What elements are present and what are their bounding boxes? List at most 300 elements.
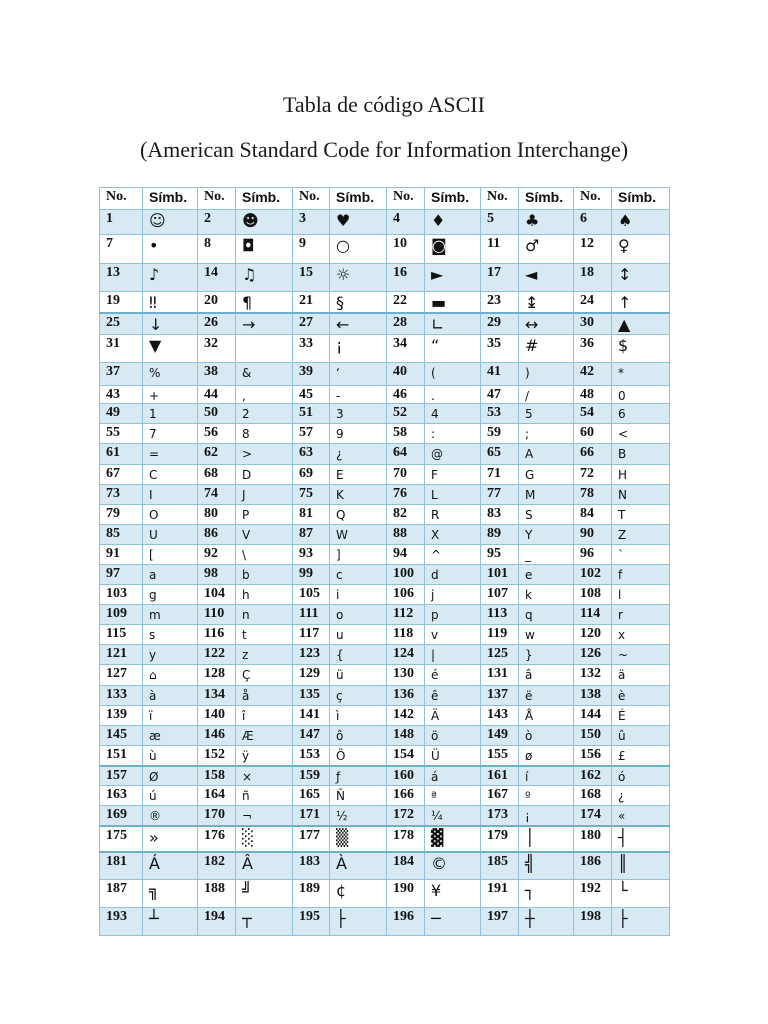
code-number: 88	[387, 525, 425, 545]
code-number: 113	[481, 605, 519, 625]
code-symbol: Â	[236, 852, 293, 880]
code-number: 23	[481, 292, 519, 314]
code-number: 121	[100, 645, 143, 665]
code-number: 173	[481, 806, 519, 826]
code-symbol: ∟	[425, 313, 481, 335]
table-row	[100, 313, 670, 335]
code-number: 43	[100, 386, 143, 404]
code-number: 185	[481, 852, 519, 880]
code-number: 98	[198, 565, 236, 585]
code-symbol: ò	[519, 726, 574, 746]
code-symbol: ├	[330, 908, 387, 936]
code-number: 161	[481, 766, 519, 786]
code-number: 94	[387, 545, 425, 565]
code-symbol: ♂	[519, 235, 574, 264]
code-number: 13	[100, 264, 143, 292]
code-number: 184	[387, 852, 425, 880]
code-number: 31	[100, 335, 143, 363]
code-number: 186	[574, 852, 612, 880]
code-number: 179	[481, 826, 519, 852]
code-number: 21	[293, 292, 330, 314]
code-number: 175	[100, 826, 143, 852]
code-symbol: 1	[143, 404, 198, 424]
code-number: 183	[293, 852, 330, 880]
code-number: 141	[293, 706, 330, 726]
code-number: 109	[100, 605, 143, 625]
code-symbol: z	[236, 645, 293, 665]
code-symbol: S	[519, 505, 574, 525]
code-symbol: /	[519, 386, 574, 404]
code-number: 112	[387, 605, 425, 625]
code-symbol: g	[143, 585, 198, 605]
code-number: 89	[481, 525, 519, 545]
code-number: 151	[100, 746, 143, 766]
code-symbol: á	[425, 766, 481, 786]
code-number: 41	[481, 363, 519, 386]
code-symbol: f	[612, 565, 670, 585]
code-symbol: ○	[330, 235, 387, 264]
code-symbol: C	[143, 465, 198, 485]
code-symbol: {	[330, 645, 387, 665]
code-number: 181	[100, 852, 143, 880]
code-number: 169	[100, 806, 143, 826]
code-number: 106	[387, 585, 425, 605]
code-symbol: `	[612, 545, 670, 565]
code-symbol: º	[519, 786, 574, 806]
code-symbol: <	[612, 424, 670, 444]
code-number: 47	[481, 386, 519, 404]
code-symbol: A	[519, 444, 574, 465]
code-number: 162	[574, 766, 612, 786]
code-number: 49	[100, 404, 143, 424]
code-symbol: ç	[330, 686, 387, 706]
table-row	[100, 505, 670, 525]
code-symbol: k	[519, 585, 574, 605]
code-number: 93	[293, 545, 330, 565]
code-symbol: ¿	[330, 444, 387, 465]
code-number: 40	[387, 363, 425, 386]
code-symbol: ◄	[519, 264, 574, 292]
code-number: 177	[293, 826, 330, 852]
code-number: 10	[387, 235, 425, 264]
code-symbol: %	[143, 363, 198, 386]
code-symbol: «	[612, 806, 670, 826]
header-no: No.	[387, 188, 425, 210]
code-symbol: R	[425, 505, 481, 525]
code-symbol: Ø	[143, 766, 198, 786]
code-symbol: ×	[236, 766, 293, 786]
code-symbol: 5	[519, 404, 574, 424]
code-number: 24	[574, 292, 612, 314]
code-number: 133	[100, 686, 143, 706]
code-symbol: 6	[612, 404, 670, 424]
code-symbol: ☺	[143, 210, 198, 235]
code-symbol: 7	[143, 424, 198, 444]
code-number: 105	[293, 585, 330, 605]
code-symbol: ~	[612, 645, 670, 665]
code-symbol: é	[425, 665, 481, 686]
code-number: 76	[387, 485, 425, 505]
code-symbol: ü	[330, 665, 387, 686]
code-number: 59	[481, 424, 519, 444]
code-symbol: ú	[143, 786, 198, 806]
code-number: 18	[574, 264, 612, 292]
code-number: 138	[574, 686, 612, 706]
code-symbol: ù	[143, 746, 198, 766]
code-number: 146	[198, 726, 236, 746]
code-symbol: ♣	[519, 210, 574, 235]
code-symbol: ^	[425, 545, 481, 565]
table-row	[100, 444, 670, 465]
code-symbol: ♥	[330, 210, 387, 235]
code-number: 20	[198, 292, 236, 314]
code-symbol: |	[425, 645, 481, 665]
code-number: 67	[100, 465, 143, 485]
code-number: 65	[481, 444, 519, 465]
code-symbol: l	[612, 585, 670, 605]
code-symbol: ↑	[612, 292, 670, 314]
code-symbol: ↓	[143, 313, 198, 335]
code-symbol: ø	[519, 746, 574, 766]
code-number: 187	[100, 880, 143, 908]
table-row	[100, 235, 670, 264]
code-symbol: ¡	[330, 335, 387, 363]
code-number: 196	[387, 908, 425, 936]
code-number: 156	[574, 746, 612, 766]
code-number: 9	[293, 235, 330, 264]
code-symbol: “	[425, 335, 481, 363]
code-number: 197	[481, 908, 519, 936]
code-symbol: ║	[612, 852, 670, 880]
code-symbol: »	[143, 826, 198, 852]
code-number: 139	[100, 706, 143, 726]
table-row	[100, 210, 670, 235]
code-symbol: J	[236, 485, 293, 505]
header-symbol: Símb.	[143, 188, 198, 210]
code-symbol: ©	[425, 852, 481, 880]
code-symbol: ¡	[519, 806, 574, 826]
code-number: 166	[387, 786, 425, 806]
table-row	[100, 424, 670, 444]
code-symbol: e	[519, 565, 574, 585]
code-number: 160	[387, 766, 425, 786]
code-symbol	[236, 335, 293, 363]
code-number: 143	[481, 706, 519, 726]
code-number: 90	[574, 525, 612, 545]
code-number: 95	[481, 545, 519, 565]
code-number: 70	[387, 465, 425, 485]
code-number: 35	[481, 335, 519, 363]
code-number: 28	[387, 313, 425, 335]
code-number: 176	[198, 826, 236, 852]
code-number: 81	[293, 505, 330, 525]
code-symbol: c	[330, 565, 387, 585]
code-symbol: ╣	[519, 852, 574, 880]
code-symbol: Å	[519, 706, 574, 726]
code-number: 158	[198, 766, 236, 786]
code-number: 116	[198, 625, 236, 645]
code-symbol: ì	[330, 706, 387, 726]
code-number: 132	[574, 665, 612, 686]
code-number: 78	[574, 485, 612, 505]
code-symbol: ▲	[612, 313, 670, 335]
code-symbol: É	[612, 706, 670, 726]
table-row	[100, 880, 670, 908]
code-symbol: ╗	[143, 880, 198, 908]
code-number: 131	[481, 665, 519, 686]
code-number: 64	[387, 444, 425, 465]
code-number: 192	[574, 880, 612, 908]
code-symbol: ‼	[143, 292, 198, 314]
code-symbol: ┴	[143, 908, 198, 936]
code-number: 188	[198, 880, 236, 908]
code-symbol: u	[330, 625, 387, 645]
table-row	[100, 806, 670, 826]
table-row	[100, 386, 670, 404]
table-row	[100, 826, 670, 852]
code-symbol: 2	[236, 404, 293, 424]
code-symbol: 8	[236, 424, 293, 444]
code-number: 157	[100, 766, 143, 786]
code-symbol: o	[330, 605, 387, 625]
code-number: 80	[198, 505, 236, 525]
code-number: 155	[481, 746, 519, 766]
code-number: 25	[100, 313, 143, 335]
code-symbol: O	[143, 505, 198, 525]
code-symbol: E	[330, 465, 387, 485]
header-symbol: Símb.	[425, 188, 481, 210]
code-number: 15	[293, 264, 330, 292]
code-symbol: â	[519, 665, 574, 686]
code-number: 144	[574, 706, 612, 726]
code-number: 167	[481, 786, 519, 806]
code-symbol: +	[143, 386, 198, 404]
code-symbol: Æ	[236, 726, 293, 746]
code-number: 66	[574, 444, 612, 465]
header-symbol: Símb.	[519, 188, 574, 210]
code-symbol: ï	[143, 706, 198, 726]
code-number: 44	[198, 386, 236, 404]
table-row	[100, 264, 670, 292]
code-symbol: Ö	[330, 746, 387, 766]
code-number: 55	[100, 424, 143, 444]
code-symbol: P	[236, 505, 293, 525]
code-number: 26	[198, 313, 236, 335]
code-symbol: ÿ	[236, 746, 293, 766]
code-number: 107	[481, 585, 519, 605]
code-symbol: ┤	[612, 826, 670, 852]
code-number: 136	[387, 686, 425, 706]
code-symbol: G	[519, 465, 574, 485]
code-symbol: ¿	[612, 786, 670, 806]
code-number: 38	[198, 363, 236, 386]
code-symbol: ô	[330, 726, 387, 746]
code-number: 130	[387, 665, 425, 686]
code-number: 50	[198, 404, 236, 424]
code-number: 152	[198, 746, 236, 766]
code-number: 102	[574, 565, 612, 585]
code-symbol: ☼	[330, 264, 387, 292]
code-symbol: b	[236, 565, 293, 585]
code-number: 170	[198, 806, 236, 826]
code-symbol: ¬	[236, 806, 293, 826]
code-number: 189	[293, 880, 330, 908]
code-number: 86	[198, 525, 236, 545]
code-number: 100	[387, 565, 425, 585]
code-symbol: ñ	[236, 786, 293, 806]
code-symbol: p	[425, 605, 481, 625]
code-number: 56	[198, 424, 236, 444]
code-number: 101	[481, 565, 519, 585]
code-number: 74	[198, 485, 236, 505]
code-number: 34	[387, 335, 425, 363]
code-symbol: ê	[425, 686, 481, 706]
code-symbol: -	[330, 386, 387, 404]
code-number: 29	[481, 313, 519, 335]
code-number: 108	[574, 585, 612, 605]
code-number: 193	[100, 908, 143, 936]
code-number: 17	[481, 264, 519, 292]
code-number: 30	[574, 313, 612, 335]
header-no: No.	[100, 188, 143, 210]
code-symbol: í	[519, 766, 574, 786]
code-symbol: _	[519, 545, 574, 565]
code-symbol: æ	[143, 726, 198, 746]
code-number: 171	[293, 806, 330, 826]
table-row	[100, 746, 670, 766]
code-number: 134	[198, 686, 236, 706]
code-symbol: F	[425, 465, 481, 485]
code-symbol: ¼	[425, 806, 481, 826]
code-symbol: ¶	[236, 292, 293, 314]
table-row	[100, 585, 670, 605]
code-number: 127	[100, 665, 143, 686]
code-symbol: V	[236, 525, 293, 545]
code-symbol: Ä	[425, 706, 481, 726]
code-symbol: ♪	[143, 264, 198, 292]
code-number: 147	[293, 726, 330, 746]
code-number: 123	[293, 645, 330, 665]
code-number: 22	[387, 292, 425, 314]
code-symbol: W	[330, 525, 387, 545]
code-symbol: ♫	[236, 264, 293, 292]
code-number: 154	[387, 746, 425, 766]
code-symbol: X	[425, 525, 481, 545]
code-symbol: Ç	[236, 665, 293, 686]
code-symbol: ♦	[425, 210, 481, 235]
header-row	[100, 188, 670, 210]
code-number: 129	[293, 665, 330, 686]
code-symbol: ↨	[519, 292, 574, 314]
table-row	[100, 545, 670, 565]
code-number: 114	[574, 605, 612, 625]
code-number: 104	[198, 585, 236, 605]
code-symbol: #	[519, 335, 574, 363]
code-symbol: m	[143, 605, 198, 625]
code-symbol: &	[236, 363, 293, 386]
code-number: 128	[198, 665, 236, 686]
code-symbol: ö	[425, 726, 481, 746]
header-symbol: Símb.	[612, 188, 670, 210]
code-number: 198	[574, 908, 612, 936]
code-number: 149	[481, 726, 519, 746]
code-symbol: ;	[519, 424, 574, 444]
code-number: 73	[100, 485, 143, 505]
code-symbol: ┐	[519, 880, 574, 908]
code-symbol: ☻	[236, 210, 293, 235]
code-symbol: N	[612, 485, 670, 505]
page-title: Tabla de código ASCII	[283, 92, 485, 117]
table-row	[100, 465, 670, 485]
code-symbol: r	[612, 605, 670, 625]
code-symbol: U	[143, 525, 198, 545]
code-number: 36	[574, 335, 612, 363]
table-row	[100, 908, 670, 936]
code-symbol: =	[143, 444, 198, 465]
code-symbol: *	[612, 363, 670, 386]
code-symbol: d	[425, 565, 481, 585]
code-symbol: a	[143, 565, 198, 585]
code-symbol: ←	[330, 313, 387, 335]
code-symbol: ┬	[236, 908, 293, 936]
code-number: 174	[574, 806, 612, 826]
code-number: 85	[100, 525, 143, 545]
code-number: 150	[574, 726, 612, 746]
code-number: 125	[481, 645, 519, 665]
code-symbol: )	[519, 363, 574, 386]
code-number: 172	[387, 806, 425, 826]
code-symbol: $	[612, 335, 670, 363]
code-number: 14	[198, 264, 236, 292]
code-number: 117	[293, 625, 330, 645]
code-number: 2	[198, 210, 236, 235]
code-number: 69	[293, 465, 330, 485]
code-symbol: à	[143, 686, 198, 706]
code-symbol: │	[519, 826, 574, 852]
code-symbol: (	[425, 363, 481, 386]
code-symbol: B	[612, 444, 670, 465]
code-number: 79	[100, 505, 143, 525]
code-symbol: K	[330, 485, 387, 505]
code-symbol: ,	[236, 386, 293, 404]
table-row	[100, 852, 670, 880]
code-number: 178	[387, 826, 425, 852]
code-symbol: └	[612, 880, 670, 908]
code-symbol: ª	[425, 786, 481, 806]
code-symbol: û	[612, 726, 670, 746]
code-number: 48	[574, 386, 612, 404]
header-symbol: Símb.	[236, 188, 293, 210]
code-symbol: å	[236, 686, 293, 706]
code-number: 124	[387, 645, 425, 665]
code-symbol: ¥	[425, 880, 481, 908]
code-number: 53	[481, 404, 519, 424]
code-number: 135	[293, 686, 330, 706]
table-row	[100, 786, 670, 806]
code-symbol: 0	[612, 386, 670, 404]
code-number: 191	[481, 880, 519, 908]
code-symbol: >	[236, 444, 293, 465]
ascii-table-body	[100, 210, 670, 936]
code-number: 126	[574, 645, 612, 665]
code-number: 37	[100, 363, 143, 386]
code-number: 39	[293, 363, 330, 386]
header-no: No.	[481, 188, 519, 210]
code-number: 58	[387, 424, 425, 444]
table-row	[100, 335, 670, 363]
code-symbol: è	[612, 686, 670, 706]
code-number: 77	[481, 485, 519, 505]
